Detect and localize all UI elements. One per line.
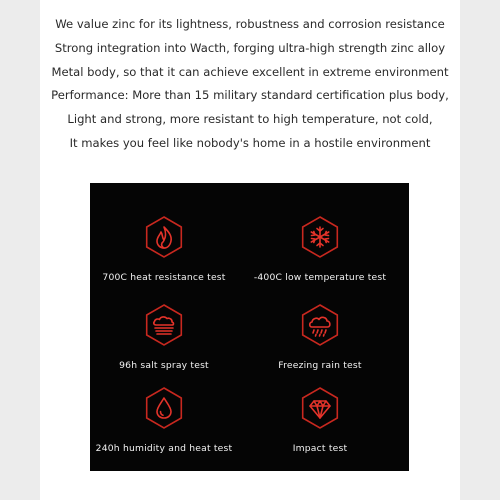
intro-line: Metal body, so that it can achieve excellent in extreme environment: [51, 64, 449, 79]
flame-icon: [142, 215, 186, 259]
product-page: [40, 0, 460, 500]
intro-text: [40, 13, 460, 156]
test-item-salt-spray: [89, 303, 239, 371]
intro-line: Strong integration into Wacth, forging ultra-high strength zinc alloy: [54, 40, 446, 55]
test-item-impact: [245, 386, 395, 454]
test-label: 240h humidity and heat test: [95, 443, 233, 454]
water-drop-icon: [142, 386, 186, 430]
diamond-icon: [298, 386, 342, 430]
test-item-humidity: [89, 386, 239, 454]
snowflake-icon: [298, 215, 342, 259]
intro-line: Performance: More than 15 military standard certification plus body,: [51, 88, 449, 103]
intro-line: Light and strong, more resistant to high temperature, not cold,: [67, 112, 433, 127]
test-label: -400C low temperature test: [253, 272, 387, 283]
test-item-cold: [245, 215, 395, 283]
test-item-heat: [89, 215, 239, 283]
test-label: 96h salt spray test: [119, 360, 209, 371]
test-label: Freezing rain test: [278, 360, 362, 371]
test-panel: [90, 183, 409, 471]
test-label: Impact test: [292, 443, 348, 454]
intro-line: We value zinc for its lightness, robustness and corrosion resistance: [55, 17, 445, 31]
salt-spray-icon: [142, 303, 186, 347]
freezing-rain-icon: [298, 303, 342, 347]
test-item-freezing-rain: [245, 303, 395, 371]
test-label: 700C heat resistance test: [102, 272, 226, 283]
intro-line: It makes you feel like nobody's home in a hostile environment: [69, 135, 431, 150]
